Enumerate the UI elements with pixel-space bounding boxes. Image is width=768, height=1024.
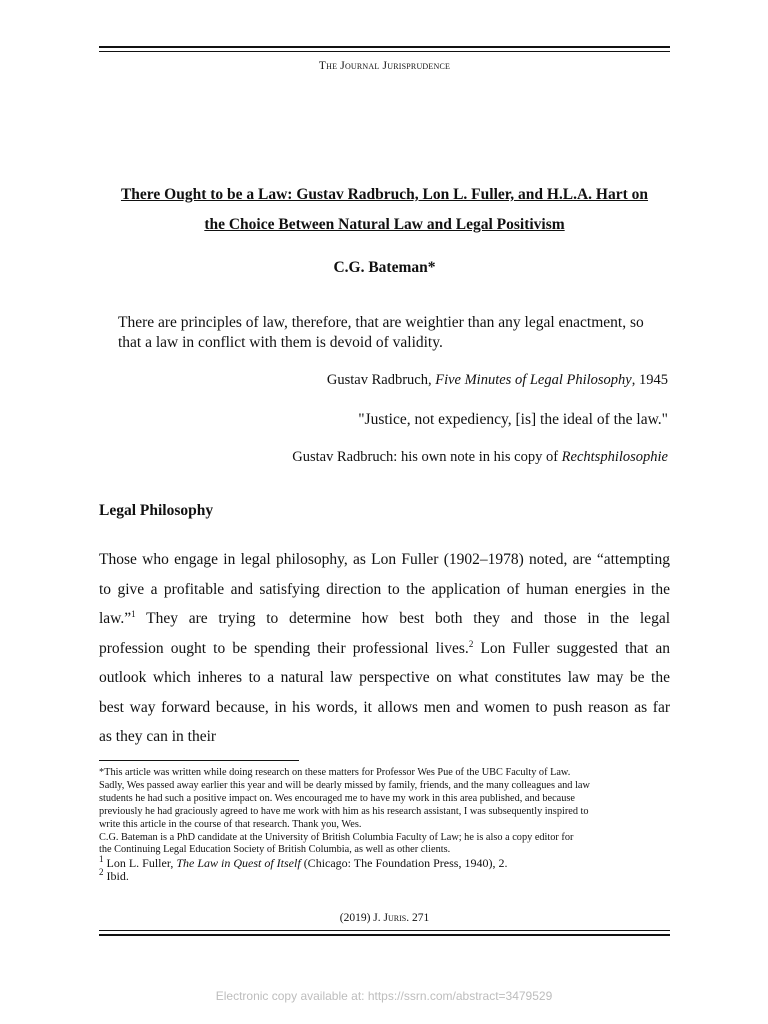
- epigraph-attribution-2: Gustav Radbruch: his own note in his copy of Rechtsphilosophie: [292, 449, 668, 465]
- footnote-star-line: previously he had graciously agreed to have me work with him as his research assistant, I was subsequently inspired to: [99, 805, 589, 817]
- article-title: [99, 180, 670, 240]
- epigraph-line-2: that a law in conflict with them is devoid of validity.: [118, 334, 443, 351]
- epigraph-quote-1: [118, 313, 678, 353]
- article-title-line-2: the Choice Between Natural Law and Legal Positivism: [204, 216, 565, 233]
- footnote-star-line: students he had such a positive impact on. Wes encouraged me to have my work in this area published, and because: [99, 792, 575, 804]
- footnote-1: $^1$ Lon L. Fuller, The Law in Quest of Itself (Chicago: The Foundation Press, 1940), 2.: [99, 854, 508, 871]
- body-line: Those who engage in legal philosophy, as Lon Fuller (1902–1978) noted, are “attempting: [99, 551, 670, 568]
- top-rule: [99, 46, 670, 48]
- body-paragraph: [99, 545, 670, 752]
- footnote-star-line: write this article in the course of that research. Thank you, Wes.: [99, 818, 362, 830]
- footnote-2: $^2$ Ibid.: [99, 867, 129, 884]
- footnote-separator: [99, 760, 299, 761]
- footnote-star-line: *This article was written while doing research on these matters for Professor Wes Pue of the UBC Faculty of Law.: [99, 767, 571, 778]
- footnote-1-work-title: The Law in Quest of Itself: [176, 856, 301, 871]
- footnote-ref-1[interactable]: 1: [131, 608, 136, 619]
- body-line: to give a profitable and satisfying direction to the application of human energies in the: [99, 580, 670, 598]
- bottom-rule-thin: [99, 930, 670, 931]
- body-line: best way forward because, in his words, it allows men and women to push reason as far: [99, 698, 670, 716]
- body-line: outlook which inheres to a natural law perspective on what constitutes law may be the: [99, 669, 670, 686]
- section-heading: Legal Philosophy: [99, 502, 214, 519]
- footnote-star-line: Sadly, Wes passed away earlier this year and will be dearly missed by family, friends, and the many colleagues and law: [99, 779, 590, 791]
- epigraph-work-title-2: Rechtsphilosophie: [561, 449, 668, 465]
- epigraph-work-title-1: Five Minutes of Legal Philosophy: [435, 372, 632, 388]
- bottom-rule: [99, 934, 670, 936]
- ssrn-notice[interactable]: Electronic copy available at: https://ssrn.com/abstract=3479529: [215, 989, 553, 1003]
- footnote-ref-2[interactable]: 2: [468, 638, 474, 649]
- body-line: as they can in their: [99, 728, 217, 745]
- author-name: C.G. Bateman*: [333, 259, 436, 276]
- epigraph-line-1: There are principles of law, therefore, that are weightier than any legal enactment, so: [118, 314, 644, 331]
- body-line: profession ought to be spending their professional lives.$^2$ Lon Fuller suggested that an: [99, 638, 670, 657]
- epigraph-attribution-1: Gustav Radbruch, Five Minutes of Legal Philosophy, 1945: [326, 372, 668, 388]
- epigraph-quote-2: "Justice, not expediency, [is] the ideal of the law.": [358, 411, 668, 428]
- top-rule-thin: [99, 51, 670, 52]
- page-folio: (2019) J. Juris. 271: [339, 912, 430, 924]
- article-title-line-1: There Ought to be a Law: Gustav Radbruch, Lon L. Fuller, and H.L.A. Hart on: [120, 186, 649, 203]
- footnote-bio-line: C.G. Bateman is a PhD candidate at the University of British Columbia Faculty of Law; he is also a copy editor for: [99, 831, 574, 843]
- body-line: law.”$^1$ They are trying to determine how best both they and those in the legal: [99, 608, 670, 627]
- footnotes: [99, 767, 673, 883]
- running-head: The Journal Jurisprudence: [318, 60, 451, 72]
- footnote-bio-line: the Continuing Legal Education Society of British Columbia, as well as other clients.: [99, 844, 451, 856]
